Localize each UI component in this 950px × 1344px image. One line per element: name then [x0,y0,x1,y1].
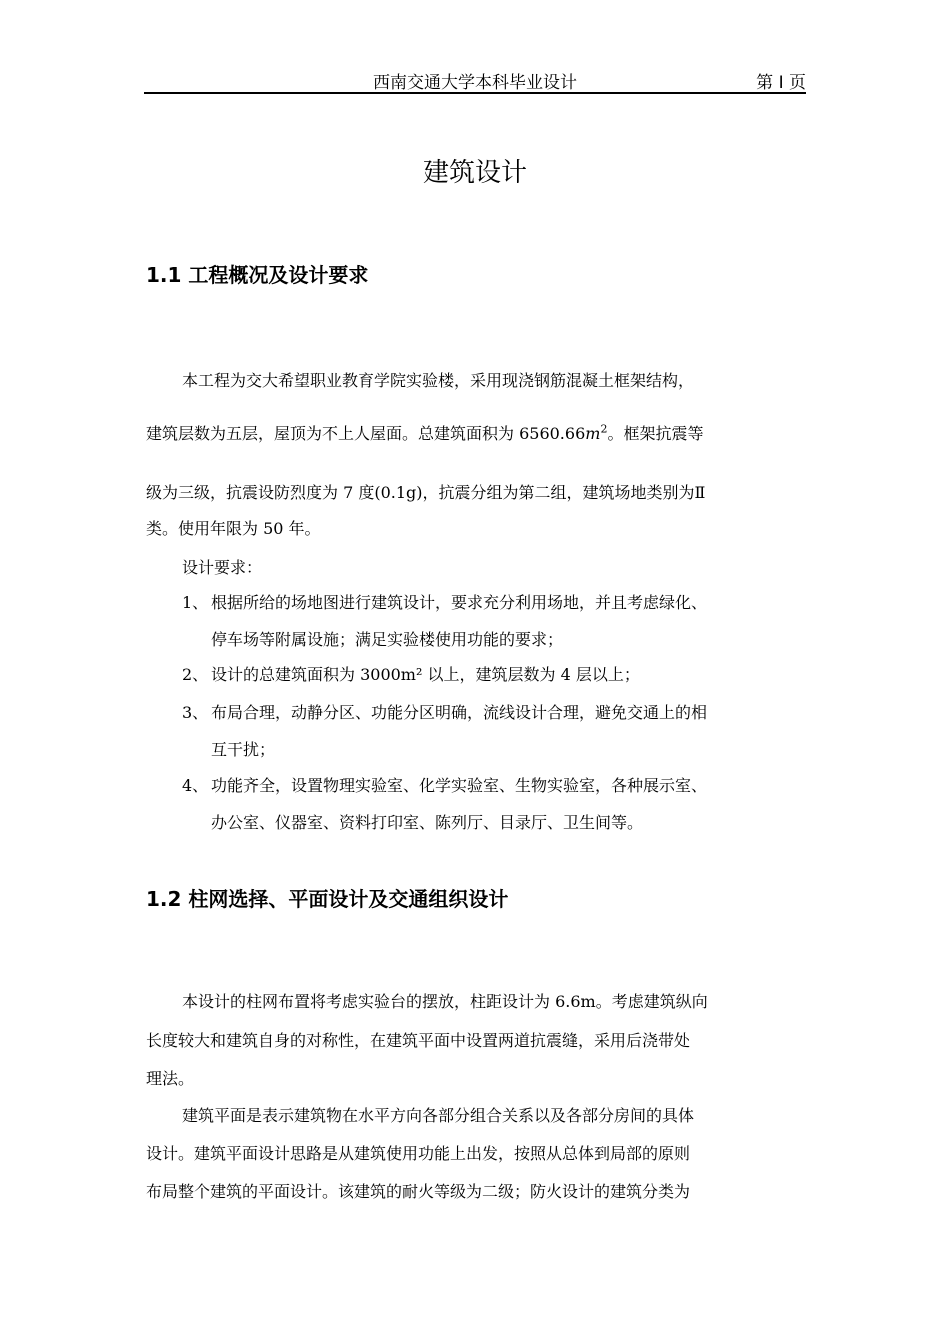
list-number: 2、 [182,665,209,684]
section-heading-1-1: 1.1 工程概况及设计要求 [146,263,369,287]
page-header [144,66,806,94]
list-number: 1、 [182,593,209,612]
list-number: 4、 [182,776,209,795]
paragraph-line: 理法。 [146,1069,195,1088]
text-span: 。框架抗震等 [607,424,704,443]
paragraph-line: 类。使用年限为 50 年。 [146,519,321,538]
list-item-line: 根据所给的场地图进行建筑设计，要求充分利用场地，并且考虑绿化、 [211,593,708,612]
paragraph-line: 本工程为交大希望职业教育学院实验楼，采用现浇钢筋混凝土框架结构， [182,371,695,390]
requirements-label: 设计要求： [182,558,263,577]
list-item-line: 互干扰； [211,740,276,759]
list-item-line: 布局合理，动静分区、功能分区明确，流线设计合理，避免交通上的相 [211,703,708,722]
list-item-line: 办公室、仪器室、资料打印室、陈列厅、目录厅、卫生间等。 [211,813,644,832]
header-title: 西南交通大学本科毕业设计 [373,73,577,93]
paragraph-line: 布局整个建筑的平面设计。该建筑的耐火等级为二级；防火设计的建筑分类为 [146,1182,691,1201]
paragraph-line: 建筑平面是表示建筑物在水平方向各部分组合关系以及各部分房间的具体 [182,1106,695,1125]
list-number: 3、 [182,703,209,722]
list-item-line: 设计的总建筑面积为 3000m² 以上，建筑层数为 4 层以上； [211,665,640,684]
text-span: 建筑层数为五层，屋顶为不上人屋面。总建筑面积为 6560.66 [146,424,586,443]
header-page-number: 第 I 页 [756,73,806,93]
paragraph-line: 设计。建筑平面设计思路是从建筑使用功能上出发，按照从总体到局部的原则 [146,1144,691,1163]
list-item-line: 停车场等附属设施；满足实验楼使用功能的要求； [211,630,564,649]
list-item-line: 功能齐全，设置物理实验室、化学实验室、生物实验室，各种展示室、 [211,776,708,795]
unit-superscript: 2 [600,422,608,436]
unit-symbol: m [585,424,601,443]
paragraph-line: 本设计的柱网布置将考虑实验台的摆放，柱距设计为 6.6m。考虑建筑纵向 [182,992,708,1011]
section-heading-1-2: 1.2 柱网选择、平面设计及交通组织设计 [146,887,509,911]
document-title: 建筑设计 [422,158,527,188]
paragraph-line: 级为三级，抗震设防烈度为 7 度(0.1g)，抗震分组为第二组，建筑场地类别为Ⅱ [146,483,706,502]
paragraph-line [146,421,808,444]
paragraph-line: 长度较大和建筑自身的对称性，在建筑平面中设置两道抗震缝，采用后浇带处 [146,1031,691,1050]
